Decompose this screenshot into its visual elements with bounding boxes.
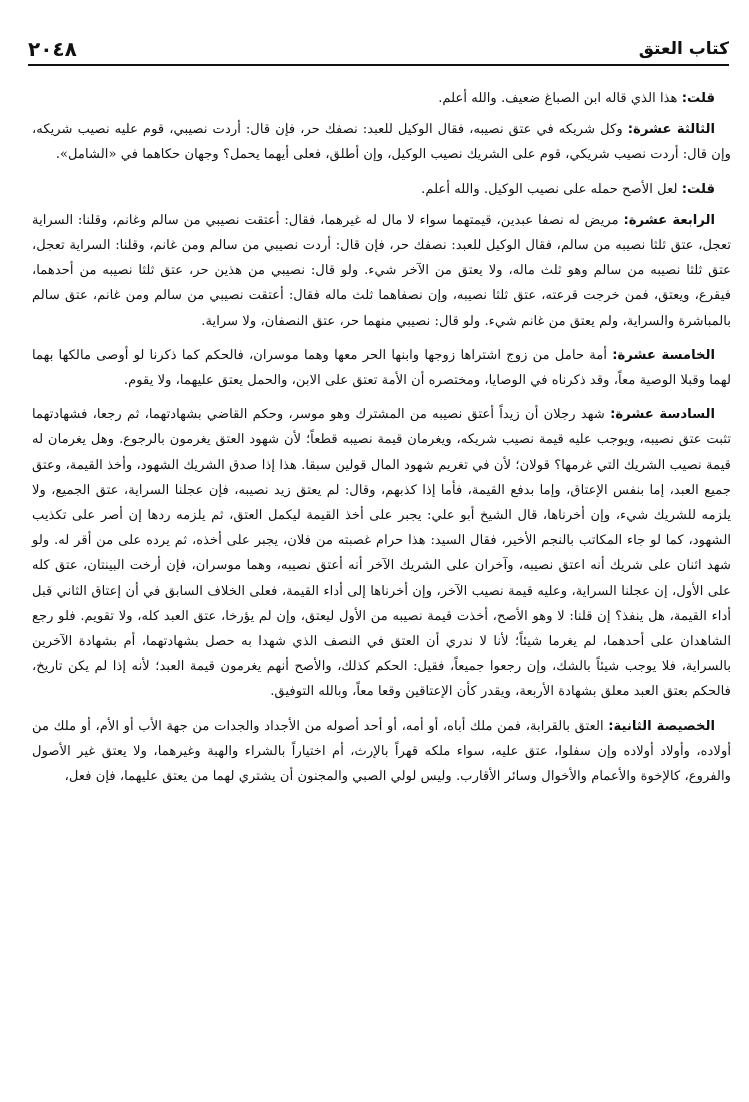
paragraph-label: قلت: [681,91,715,106]
paragraph-label: الثالثة عشرة: [627,122,716,138]
paragraph-label: الخامسة عشرة: [612,347,716,363]
paragraph-text: أمة حامل من زوج اشتراها زوجها وابنها الحر معها وهما موسران، فالحكم كما ذكرنا لو أوصى مالكها بهما لهما وقبلا الوصية معاً، وقد ذكرناه في الوصايا، ومختصره أن الأمة تعتق على الابن، والحمل يعتق عليهما، ولا يقوم. [32,347,731,389]
paragraph [32,343,731,393]
paragraph [32,177,731,202]
paragraph-label: الرابعة عشرة: [623,212,715,228]
paragraph [32,402,731,704]
paragraph [32,208,731,334]
paragraph-text: العتق بالقرابة، فمن ملك أباه، أو أمه، أو أحد أصوله من الأجداد والجدات من جهة الأب أو الأم، أو ملك من أولاده، وأولاد أولاده وإن سفلوا، عتق عليه، سواء ملكه قهراً بالإرث، أم اختياراً بالشراء والهبة وغيرهما، ولا يعتق غير الأصول والفروع، كالإخوة والأعمام والأخوال وسائر الأقارب. وليس لولي الصبي والمجنون أن يشتري لهما من يعتق عليهما، فإن فعل، [32,718,731,785]
paragraph-text: هذا الذي قاله ابن الصباغ ضعيف. والله أعلم. [438,91,678,106]
paragraph-text: لعل الأصح حمله على نصيب الوكيل. والله أعلم. [421,181,678,197]
paragraph-text: شهد رجلان أن زيداً أعتق نصيبه من المشترك وهو موسر، وحكم القاضي بشهادتهما، ثم رجعا، فشهادتهما تثبت عتق نصيبه، ويوجب عليه قيمة نصيب شريكه، ويغرمان قيمة نصيبه قطعاً؛ لأن شهود العتق يغرمون بالرجوع. وهل يغرمان له قيمة نصيب الشريك التي غرمها؟ قولان؛ لأن في تغريم شهود المال قولين سبقا. هذا إذا صدق الشريك الشهود، وأخذ القيمة، وعتق جميع العبد، إما بنفس الإعتاق، وإما بدفع القيمة، فأما إذا كذبهم، وقال: لم يعتق زيد نصيبه، فإن عجلنا السراية، عتق الجميع، ولا يلزمه للشريك شيء، وإن أخرناها، قال الشيخ أبو علي: يجبر على أخذ القيمة ليكمل العتق، ثم يلزمه ردها إن أصر على تكذيب الشهود، كما لو جاء المكاتب بالنجم الأخير، فقال السيد: هذا حرام غصبته من فلان، يجبر على أخذه، ثم يرده على من أقر له. ولو شهد اثنان على شريك أنه اعتق نصيبه، وآخران على الشريك الآخر أنه أعتق نصيبه، وهما موسران، فإن أرخت البينتان، عتق كله على الأول، إن عجلنا السراية، وعليه قيمة نصيب الآخر، وإن أخرناها إلى أداء القيمة، فعلى الخلاف السابق في أن إعتاق الثاني قبل أداء القيمة، هل ينفذ؟ إن قلنا: لا وهو الأصح، أخذت قيمة نصيبه من الأول ليعتق، وإن لم يؤرخا، عتق العبد كله، ولا تقويم. فلو رجع الشاهدان على أحدهما، لم يغرما شيئاً؛ لأنا لا ندري أن العتق في النصف الذي شهدا به حصل بشهادتهما، أم بشهادة الآخرين بالسراية، فلا يوجب شيئاً بالشك، وإن رجعوا جميعاً، فقيل: الحكم كذلك، والأصح أنهم يغرمون قيمة العبد؛ لأنه إذا لم يكن تاريخ، فالحكم بعتق العبد معلق بشهادة الأربعة، ويقدر كأن الإعتاقين وقعا معاً، وبالله التوفيق. [32,407,731,700]
paragraph [32,117,731,167]
paragraph [32,714,731,790]
page-number: ٢٠٤٨ [28,37,77,61]
paragraph-text: وكل شريكه في عتق نصيبه، فقال الوكيل للعبد: نصفك حر، فإن قال: أردت نصيبي، قوم عليه نصيب شريكه، وإن قال: أردت نصيب شريكي، قوم على الشريك نصيب الوكيل، وإن أطلق، فعلى أيهما يحمل؟ وجهان حكاهما في «الشامل». [32,122,731,163]
running-title: كتاب العتق [638,39,729,59]
paragraph-label: الخصيصة الثانية: [608,718,715,734]
page-header [28,34,729,66]
page-body [32,86,731,1102]
paragraph [32,86,731,111]
paragraph-text: مريض له نصفا عبدين، قيمتهما سواء لا مال له غيرهما، فقال: أعتقت نصيبي من سالم وغانم، وقلنا: السراية تعجل، عتق ثلثا نصيبه من سالم، فقال الوكيل للعبد: نصفك حر، فإن قال: أردت نصيبي من سالم ومن غانم، وقلنا: السراية تعجل، عتق ثلثا نصيبه من سالم وهو ثلث ماله، ولا يعتق من الآخر شيء. ولو قال: نصيبي من هذين حر، عتق ثلثا نصيبه من أحدهما، فيقرع، ويعتق، فمن خرجت قرعته، عتق ثلثا نصيبه، وإن نصفاهما ثلث ماله فقال: أعتقت نصيبي من سالم ومن غانم، عتق سالم بالمباشرة والسراية، ولم يعتق من غانم شيء. ولو قال: نصيبي منهما حر، عتق النصفان، ولا سراية. [32,212,731,329]
paragraph-label: قلت: [681,181,715,197]
paragraph-label: السادسة عشرة: [610,407,715,423]
